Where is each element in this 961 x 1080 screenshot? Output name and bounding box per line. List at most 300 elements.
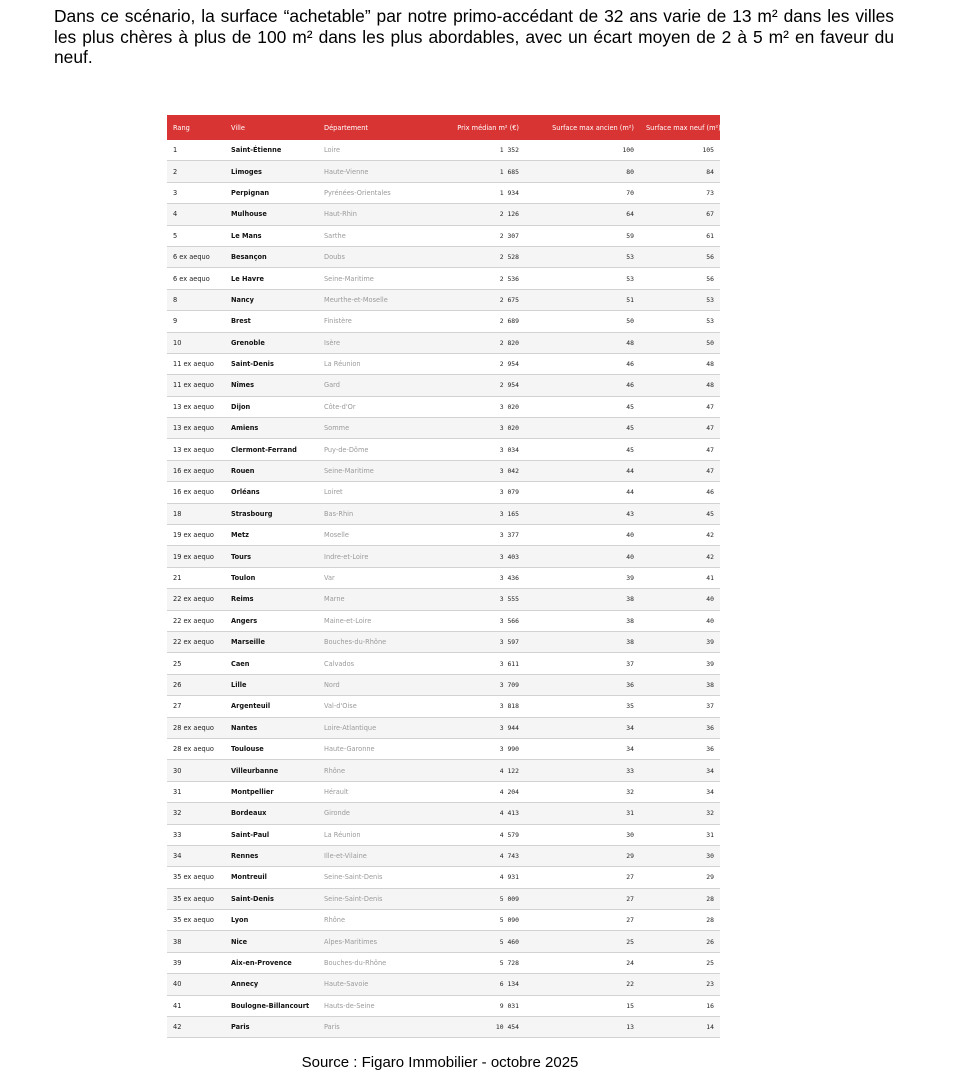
- cell-prix-median: 2 536: [428, 268, 525, 289]
- cell-ville: Tours: [225, 546, 318, 567]
- cell-rang: 31: [167, 781, 225, 802]
- cell-surface-neuf: 48: [640, 353, 720, 374]
- cell-surface-neuf: 34: [640, 781, 720, 802]
- cell-departement: Côte-d'Or: [318, 396, 428, 417]
- cell-departement: Haute-Savoie: [318, 974, 428, 995]
- cell-prix-median: 2 954: [428, 375, 525, 396]
- cell-surface-ancien: 27: [525, 867, 640, 888]
- cell-surface-ancien: 48: [525, 332, 640, 353]
- cell-surface-neuf: 41: [640, 567, 720, 588]
- cell-departement: Haute-Garonne: [318, 738, 428, 759]
- cell-ville: Boulogne-Billancourt: [225, 995, 318, 1016]
- table-row: [167, 867, 720, 888]
- cell-surface-ancien: 45: [525, 439, 640, 460]
- cell-prix-median: 6 134: [428, 974, 525, 995]
- cell-surface-neuf: 16: [640, 995, 720, 1016]
- cell-rang: 35 ex aequo: [167, 888, 225, 909]
- cell-departement: Haute-Vienne: [318, 161, 428, 182]
- cell-surface-ancien: 24: [525, 952, 640, 973]
- cell-rang: 40: [167, 974, 225, 995]
- cell-surface-neuf: 14: [640, 1017, 720, 1038]
- cell-prix-median: 4 413: [428, 803, 525, 824]
- cell-surface-ancien: 46: [525, 353, 640, 374]
- cell-ville: Rouen: [225, 460, 318, 481]
- cell-surface-neuf: 25: [640, 952, 720, 973]
- cell-surface-ancien: 64: [525, 204, 640, 225]
- table-row: [167, 289, 720, 310]
- cell-surface-neuf: 39: [640, 653, 720, 674]
- cell-surface-ancien: 36: [525, 674, 640, 695]
- cell-surface-ancien: 13: [525, 1017, 640, 1038]
- table-row: [167, 225, 720, 246]
- table-row: [167, 738, 720, 759]
- table-row: [167, 910, 720, 931]
- cell-surface-neuf: 40: [640, 589, 720, 610]
- cell-surface-ancien: 25: [525, 931, 640, 952]
- cell-departement: La Réunion: [318, 353, 428, 374]
- cell-surface-ancien: 34: [525, 717, 640, 738]
- cell-rang: 16 ex aequo: [167, 460, 225, 481]
- cell-rang: 27: [167, 696, 225, 717]
- cell-departement: Maine-et-Loire: [318, 610, 428, 631]
- cell-surface-ancien: 30: [525, 824, 640, 845]
- table-row: [167, 567, 720, 588]
- cell-ville: Le Havre: [225, 268, 318, 289]
- cell-prix-median: 2 126: [428, 204, 525, 225]
- cell-ville: Nantes: [225, 717, 318, 738]
- cell-surface-neuf: 32: [640, 803, 720, 824]
- cell-surface-neuf: 56: [640, 246, 720, 267]
- header-surface-ancien: Surface max ancien (m²): [525, 115, 640, 140]
- cell-ville: Villeurbanne: [225, 760, 318, 781]
- cell-rang: 41: [167, 995, 225, 1016]
- cell-surface-ancien: 70: [525, 182, 640, 203]
- ranking-table: [167, 115, 720, 1038]
- cell-surface-ancien: 39: [525, 567, 640, 588]
- cell-ville: Lyon: [225, 910, 318, 931]
- cell-departement: Finistère: [318, 311, 428, 332]
- cell-surface-neuf: 61: [640, 225, 720, 246]
- cell-surface-neuf: 36: [640, 738, 720, 759]
- cell-prix-median: 3 990: [428, 738, 525, 759]
- cell-rang: 13 ex aequo: [167, 396, 225, 417]
- table-row: [167, 396, 720, 417]
- cell-prix-median: 5 460: [428, 931, 525, 952]
- cell-departement: Seine-Saint-Denis: [318, 867, 428, 888]
- cell-surface-ancien: 40: [525, 546, 640, 567]
- cell-prix-median: 3 597: [428, 631, 525, 652]
- cell-prix-median: 1 934: [428, 182, 525, 203]
- cell-rang: 16 ex aequo: [167, 482, 225, 503]
- table-row: [167, 610, 720, 631]
- cell-rang: 1: [167, 140, 225, 161]
- cell-rang: 6 ex aequo: [167, 268, 225, 289]
- table-row: [167, 653, 720, 674]
- cell-rang: 38: [167, 931, 225, 952]
- table-row: [167, 931, 720, 952]
- cell-ville: Montpellier: [225, 781, 318, 802]
- cell-rang: 26: [167, 674, 225, 695]
- table-row: [167, 803, 720, 824]
- cell-rang: 18: [167, 503, 225, 524]
- cell-rang: 10: [167, 332, 225, 353]
- cell-surface-ancien: 44: [525, 460, 640, 481]
- cell-surface-neuf: 29: [640, 867, 720, 888]
- cell-surface-neuf: 56: [640, 268, 720, 289]
- cell-surface-ancien: 100: [525, 140, 640, 161]
- cell-ville: Saint-Denis: [225, 888, 318, 909]
- cell-departement: Var: [318, 567, 428, 588]
- cell-rang: 33: [167, 824, 225, 845]
- table-row: [167, 353, 720, 374]
- cell-prix-median: 9 031: [428, 995, 525, 1016]
- cell-surface-ancien: 34: [525, 738, 640, 759]
- cell-rang: 22 ex aequo: [167, 589, 225, 610]
- cell-surface-neuf: 47: [640, 396, 720, 417]
- cell-ville: Le Mans: [225, 225, 318, 246]
- cell-departement: Bas-Rhin: [318, 503, 428, 524]
- cell-ville: Saint-Paul: [225, 824, 318, 845]
- cell-surface-neuf: 23: [640, 974, 720, 995]
- cell-departement: Paris: [318, 1017, 428, 1038]
- cell-surface-ancien: 22: [525, 974, 640, 995]
- cell-prix-median: 2 528: [428, 246, 525, 267]
- cell-ville: Saint-Denis: [225, 353, 318, 374]
- cell-rang: 11 ex aequo: [167, 353, 225, 374]
- cell-ville: Orléans: [225, 482, 318, 503]
- cell-surface-neuf: 105: [640, 140, 720, 161]
- cell-surface-ancien: 38: [525, 631, 640, 652]
- cell-departement: Calvados: [318, 653, 428, 674]
- table-row: [167, 311, 720, 332]
- cell-prix-median: 3 165: [428, 503, 525, 524]
- cell-surface-neuf: 53: [640, 289, 720, 310]
- cell-departement: Sarthe: [318, 225, 428, 246]
- cell-surface-neuf: 37: [640, 696, 720, 717]
- cell-rang: 35 ex aequo: [167, 910, 225, 931]
- cell-rang: 42: [167, 1017, 225, 1038]
- cell-prix-median: 5 090: [428, 910, 525, 931]
- cell-surface-ancien: 38: [525, 589, 640, 610]
- table-row: [167, 246, 720, 267]
- cell-departement: Gard: [318, 375, 428, 396]
- cell-ville: Rennes: [225, 845, 318, 866]
- header-ville: Ville: [225, 115, 318, 140]
- cell-ville: Nîmes: [225, 375, 318, 396]
- table-row: [167, 503, 720, 524]
- cell-prix-median: 3 566: [428, 610, 525, 631]
- cell-departement: Gironde: [318, 803, 428, 824]
- cell-surface-ancien: 31: [525, 803, 640, 824]
- table-row: [167, 760, 720, 781]
- cell-ville: Mulhouse: [225, 204, 318, 225]
- cell-prix-median: 4 579: [428, 824, 525, 845]
- cell-prix-median: 2 954: [428, 353, 525, 374]
- cell-departement: Rhône: [318, 910, 428, 931]
- cell-surface-neuf: 42: [640, 546, 720, 567]
- cell-rang: 22 ex aequo: [167, 631, 225, 652]
- cell-rang: 28 ex aequo: [167, 717, 225, 738]
- cell-rang: 13 ex aequo: [167, 439, 225, 460]
- table-row: [167, 1017, 720, 1038]
- cell-surface-ancien: 51: [525, 289, 640, 310]
- cell-ville: Nancy: [225, 289, 318, 310]
- cell-prix-median: 2 820: [428, 332, 525, 353]
- cell-surface-neuf: 39: [640, 631, 720, 652]
- cell-surface-neuf: 31: [640, 824, 720, 845]
- cell-prix-median: 1 685: [428, 161, 525, 182]
- cell-surface-neuf: 53: [640, 311, 720, 332]
- cell-surface-neuf: 40: [640, 610, 720, 631]
- cell-surface-neuf: 38: [640, 674, 720, 695]
- cell-prix-median: 3 020: [428, 396, 525, 417]
- cell-ville: Toulon: [225, 567, 318, 588]
- cell-rang: 13 ex aequo: [167, 418, 225, 439]
- cell-ville: Besançon: [225, 246, 318, 267]
- header-rang: Rang: [167, 115, 225, 140]
- cell-surface-neuf: 48: [640, 375, 720, 396]
- cell-prix-median: 2 689: [428, 311, 525, 332]
- cell-rang: 19 ex aequo: [167, 546, 225, 567]
- cell-surface-ancien: 37: [525, 653, 640, 674]
- cell-surface-ancien: 45: [525, 396, 640, 417]
- cell-ville: Caen: [225, 653, 318, 674]
- cell-departement: Pyrénées-Orientales: [318, 182, 428, 203]
- cell-ville: Aix-en-Provence: [225, 952, 318, 973]
- cell-ville: Limoges: [225, 161, 318, 182]
- cell-prix-median: 3 042: [428, 460, 525, 481]
- cell-prix-median: 4 743: [428, 845, 525, 866]
- cell-rang: 39: [167, 952, 225, 973]
- cell-surface-ancien: 27: [525, 888, 640, 909]
- cell-surface-ancien: 45: [525, 418, 640, 439]
- table-row: [167, 182, 720, 203]
- cell-prix-median: 5 009: [428, 888, 525, 909]
- cell-surface-neuf: 47: [640, 460, 720, 481]
- table-row: [167, 589, 720, 610]
- cell-ville: Strasbourg: [225, 503, 318, 524]
- cell-departement: Somme: [318, 418, 428, 439]
- cell-prix-median: 2 675: [428, 289, 525, 310]
- cell-ville: Argenteuil: [225, 696, 318, 717]
- cell-prix-median: 3 709: [428, 674, 525, 695]
- cell-surface-neuf: 47: [640, 439, 720, 460]
- table-row: [167, 696, 720, 717]
- cell-rang: 32: [167, 803, 225, 824]
- intro-paragraph: Dans ce scénario, la surface “achetable” par notre primo-accédant de 32 ans varie de 13 m² dans les villes les plus chères à plus de 100 m² dans les plus abordables, avec un écart moyen de 2 à 5 m² en faveur du neuf.: [54, 6, 894, 67]
- cell-departement: Nord: [318, 674, 428, 695]
- cell-departement: La Réunion: [318, 824, 428, 845]
- cell-prix-median: 3 436: [428, 567, 525, 588]
- cell-departement: Loire-Atlantique: [318, 717, 428, 738]
- table-row: [167, 888, 720, 909]
- cell-ville: Amiens: [225, 418, 318, 439]
- cell-surface-ancien: 38: [525, 610, 640, 631]
- table-row: [167, 631, 720, 652]
- table-row: [167, 460, 720, 481]
- cell-ville: Paris: [225, 1017, 318, 1038]
- cell-ville: Montreuil: [225, 867, 318, 888]
- cell-departement: Rhône: [318, 760, 428, 781]
- table-row: [167, 974, 720, 995]
- cell-rang: 28 ex aequo: [167, 738, 225, 759]
- cell-prix-median: 3 403: [428, 546, 525, 567]
- table-row: [167, 845, 720, 866]
- cell-surface-neuf: 45: [640, 503, 720, 524]
- cell-ville: Perpignan: [225, 182, 318, 203]
- table-body: [167, 140, 720, 1038]
- table-row: [167, 482, 720, 503]
- cell-surface-ancien: 32: [525, 781, 640, 802]
- cell-surface-ancien: 59: [525, 225, 640, 246]
- cell-ville: Grenoble: [225, 332, 318, 353]
- cell-rang: 19 ex aequo: [167, 525, 225, 546]
- cell-surface-ancien: 53: [525, 268, 640, 289]
- cell-surface-neuf: 46: [640, 482, 720, 503]
- cell-surface-ancien: 33: [525, 760, 640, 781]
- cell-rang: 8: [167, 289, 225, 310]
- cell-prix-median: 10 454: [428, 1017, 525, 1038]
- table-row: [167, 995, 720, 1016]
- cell-departement: Val-d'Oise: [318, 696, 428, 717]
- cell-surface-neuf: 36: [640, 717, 720, 738]
- table-row: [167, 546, 720, 567]
- cell-rang: 4: [167, 204, 225, 225]
- cell-surface-neuf: 26: [640, 931, 720, 952]
- table-row: [167, 781, 720, 802]
- cell-rang: 35 ex aequo: [167, 867, 225, 888]
- header-departement: Département: [318, 115, 428, 140]
- cell-surface-neuf: 47: [640, 418, 720, 439]
- cell-ville: Dijon: [225, 396, 318, 417]
- cell-surface-ancien: 15: [525, 995, 640, 1016]
- header-prix-median: Prix médian m² (€): [428, 115, 525, 140]
- cell-surface-ancien: 80: [525, 161, 640, 182]
- cell-ville: Bordeaux: [225, 803, 318, 824]
- cell-rang: 3: [167, 182, 225, 203]
- cell-prix-median: 3 020: [428, 418, 525, 439]
- cell-prix-median: 3 079: [428, 482, 525, 503]
- cell-ville: Angers: [225, 610, 318, 631]
- table-row: [167, 525, 720, 546]
- cell-rang: 5: [167, 225, 225, 246]
- cell-departement: Marne: [318, 589, 428, 610]
- cell-departement: Loire: [318, 140, 428, 161]
- cell-surface-neuf: 67: [640, 204, 720, 225]
- cell-departement: Ille-et-Vilaine: [318, 845, 428, 866]
- cell-rang: 22 ex aequo: [167, 610, 225, 631]
- cell-departement: Loiret: [318, 482, 428, 503]
- table-row: [167, 161, 720, 182]
- cell-departement: Seine-Maritime: [318, 460, 428, 481]
- table-row: [167, 418, 720, 439]
- table-row: [167, 332, 720, 353]
- cell-departement: Haut-Rhin: [318, 204, 428, 225]
- cell-ville: Metz: [225, 525, 318, 546]
- cell-departement: Bouches-du-Rhône: [318, 631, 428, 652]
- cell-departement: Hérault: [318, 781, 428, 802]
- cell-surface-neuf: 50: [640, 332, 720, 353]
- cell-surface-ancien: 35: [525, 696, 640, 717]
- cell-prix-median: 4 204: [428, 781, 525, 802]
- cell-ville: Saint-Étienne: [225, 140, 318, 161]
- cell-prix-median: 5 728: [428, 952, 525, 973]
- cell-prix-median: 3 611: [428, 653, 525, 674]
- cell-surface-neuf: 28: [640, 910, 720, 931]
- cell-departement: Seine-Maritime: [318, 268, 428, 289]
- cell-prix-median: 3 034: [428, 439, 525, 460]
- table-row: [167, 204, 720, 225]
- table-row: [167, 439, 720, 460]
- cell-departement: Meurthe-et-Moselle: [318, 289, 428, 310]
- cell-prix-median: 3 377: [428, 525, 525, 546]
- table-row: [167, 717, 720, 738]
- cell-ville: Reims: [225, 589, 318, 610]
- cell-prix-median: 4 122: [428, 760, 525, 781]
- cell-rang: 25: [167, 653, 225, 674]
- cell-ville: Toulouse: [225, 738, 318, 759]
- source-caption: Source : Figaro Immobilier - octobre 2025: [301, 1054, 579, 1071]
- cell-prix-median: 1 352: [428, 140, 525, 161]
- cell-departement: Indre-et-Loire: [318, 546, 428, 567]
- cell-rang: 6 ex aequo: [167, 246, 225, 267]
- cell-prix-median: 3 944: [428, 717, 525, 738]
- cell-surface-ancien: 44: [525, 482, 640, 503]
- table-row: [167, 268, 720, 289]
- cell-surface-neuf: 73: [640, 182, 720, 203]
- cell-surface-ancien: 53: [525, 246, 640, 267]
- table-header-row: [167, 115, 720, 140]
- cell-surface-neuf: 30: [640, 845, 720, 866]
- cell-departement: Seine-Saint-Denis: [318, 888, 428, 909]
- cell-ville: Nice: [225, 931, 318, 952]
- cell-departement: Moselle: [318, 525, 428, 546]
- cell-prix-median: 2 307: [428, 225, 525, 246]
- table-row: [167, 375, 720, 396]
- cell-surface-neuf: 42: [640, 525, 720, 546]
- table-row: [167, 140, 720, 161]
- cell-ville: Brest: [225, 311, 318, 332]
- cell-departement: Isère: [318, 332, 428, 353]
- cell-rang: 11 ex aequo: [167, 375, 225, 396]
- cell-surface-neuf: 28: [640, 888, 720, 909]
- cell-ville: Annecy: [225, 974, 318, 995]
- cell-rang: 21: [167, 567, 225, 588]
- cell-rang: 9: [167, 311, 225, 332]
- cell-prix-median: 4 931: [428, 867, 525, 888]
- cell-prix-median: 3 818: [428, 696, 525, 717]
- cell-surface-ancien: 43: [525, 503, 640, 524]
- cell-surface-neuf: 34: [640, 760, 720, 781]
- cell-prix-median: 3 555: [428, 589, 525, 610]
- cell-rang: 2: [167, 161, 225, 182]
- cell-ville: Clermont-Ferrand: [225, 439, 318, 460]
- cell-surface-ancien: 50: [525, 311, 640, 332]
- cell-departement: Alpes-Maritimes: [318, 931, 428, 952]
- cell-departement: Bouches-du-Rhône: [318, 952, 428, 973]
- cell-departement: Puy-de-Dôme: [318, 439, 428, 460]
- header-surface-neuf: Surface max neuf (m²): [640, 115, 720, 140]
- table-row: [167, 674, 720, 695]
- cell-surface-ancien: 40: [525, 525, 640, 546]
- cell-ville: Lille: [225, 674, 318, 695]
- cell-surface-ancien: 29: [525, 845, 640, 866]
- cell-surface-ancien: 46: [525, 375, 640, 396]
- cell-rang: 34: [167, 845, 225, 866]
- table-row: [167, 952, 720, 973]
- cell-surface-neuf: 84: [640, 161, 720, 182]
- cell-ville: Marseille: [225, 631, 318, 652]
